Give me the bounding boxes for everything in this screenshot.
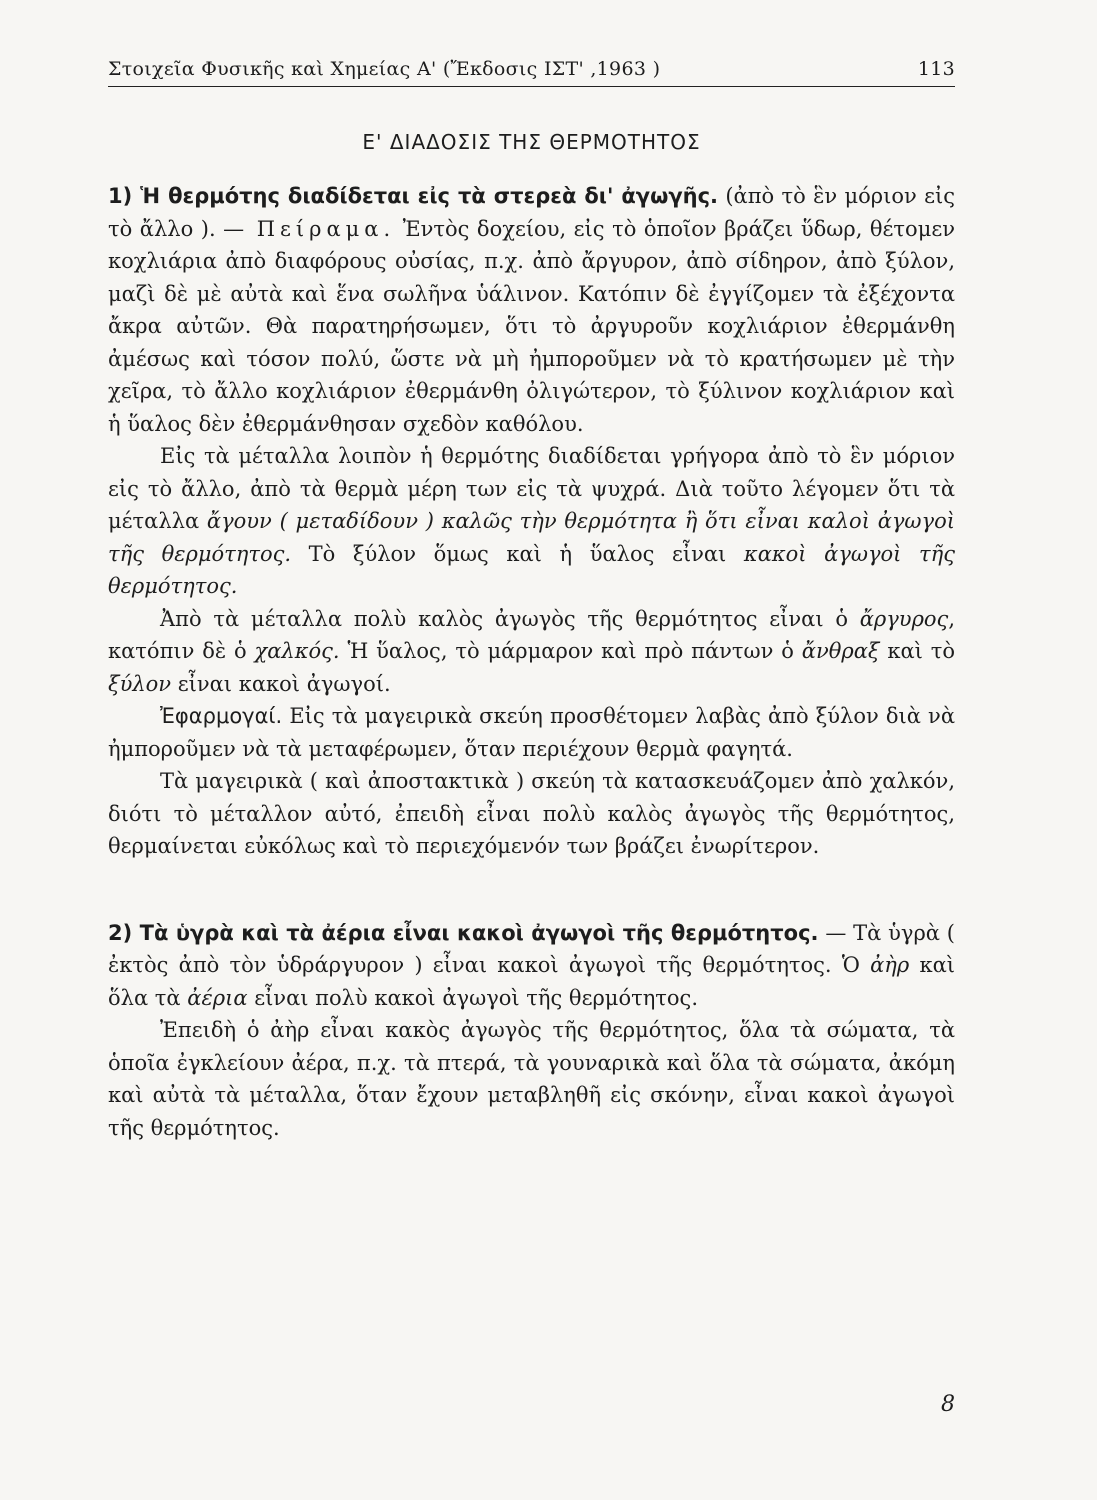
text-run: Ἡ ὕαλος, τὸ μάρμαρον καὶ πρὸ πάντων ὁ: [339, 639, 802, 663]
text-run: — Τὰ ὑγρὰ ( ἐκτὸς ἀπὸ τὸν ὑδράργυρον ) εἶναι κακοὶ ἀγωγοὶ τῆς θερμότητος. Ὁ: [108, 920, 955, 977]
text-run: Τὸ ξύλον ὅμως καὶ ἡ ὕαλος εἶναι: [291, 541, 744, 566]
section2-paragraph2: Ἐπειδὴ ὁ ἀὴρ εἶναι κακὸς ἀγωγὸς τῆς θερμότητος, ὅλα τὰ σώματα, τὰ ὁποῖα ἐγκλείουν ἀέρα, π.χ. τὰ πτερά, τὰ γουναρικὰ καὶ ὅλα τὰ σώματα, ἀκόμη καὶ αὐτὰ τὰ μέταλλα, ὅταν ἔχουν μεταβληθῆ εἰς σκόνην, εἶναι κακοὶ ἀγωγοὶ τῆς θερμότητος.: [108, 1018, 955, 1140]
text-run: εἶναι κακοὶ ἀγωγοί.: [171, 671, 391, 696]
section1-intro: (ἀπὸ τὸ ἓν μόριον εἰς τὸ ἄλλο ). —: [108, 184, 955, 241]
signature-mark: 8: [941, 1392, 955, 1417]
text-run: καὶ τὸ: [879, 639, 955, 663]
chapter-title: Ε' ΔΙΑΔΟΣΙΣ ΤΗΣ ΘΕΡΜΟΤΗΤΟΣ: [362, 130, 701, 154]
text-run: , κατόπιν δὲ ὁ: [108, 606, 955, 663]
emphasis-run: ἄνθραξ: [801, 639, 880, 663]
experiment-text: Ἐντὸς δοχείου, εἰς τὸ ὁποῖον βράζει ὕδωρ, θέτομεν κοχλιάρια ἀπὸ διαφόρους οὐσίας, π.χ. ἀπὸ ἄργυρον, ἀπὸ σίδηρον, ἀπὸ ξύλον, μαζὶ δὲ μὲ αὐτὰ καὶ ἕνα σωλῆνα ὑάλινον. Κατόπιν δὲ ἐγγίζομεν τὰ ἐξέχοντα ἄκρα αὐτῶν. Θὰ παρατηρήσωμεν, ὅτι τὸ ἀργυροῦν κοχλιάριον ἐθερμάνθη ἀμέσως καὶ τόσον πολύ, ὥστε νὰ μὴ ἠμποροῦμεν νὰ τὸ κρατήσωμεν μὲ τὴν χεῖρα, τὸ ἄλλο κοχλιάριον ἐθερμάνθη ὀλιγώτερον, τὸ ξύλινον κοχλιάριον καὶ ἡ ὕαλος δὲν ἐθερμάνθησαν σχεδὸν καθόλου.: [108, 216, 955, 436]
emphasis-run: ἄγουν ( μεταδίδουν ) καλῶς τὴν θερμότητα ἢ ὅτι εἶναι καλοὶ ἀγωγοὶ τῆς θερμότητος.: [108, 509, 955, 566]
applications-label: Ἐφαρμογαί.: [160, 704, 283, 728]
running-title: Στοιχεῖα Φυσικῆς καὶ Χημείας Α' (Ἔκδοσις ΙΣΤ' ,1963 ): [108, 58, 661, 80]
text-run: καὶ ὅλα τὰ: [108, 953, 955, 1010]
text-run: Εἰς τὰ μέταλλα λοιπὸν ἡ θερμότης διαδίδεται γρήγορα ἀπὸ τὸ ἓν μόριον εἰς τὸ ἄλλο, ἀπὸ τὰ θερμὰ μέρη των εἰς τὰ ψυχρά. Διὰ τοῦτο λέγομεν ὅτι τὰ μέταλλα: [108, 444, 955, 533]
section1-paragraph1: [108, 180, 955, 440]
section2-paragraph1: [108, 917, 955, 1015]
emphasis-run: ἄργυρος: [859, 606, 949, 631]
applications-text: Εἰς τὰ μαγειρικὰ σκεύη προσθέτομεν λαβὰς ἀπὸ ξύλον διὰ νὰ ἠμποροῦμεν νὰ τὰ μεταφέρωμεν, ὅταν περιέχουν θερμὰ φαγητά.: [108, 704, 955, 761]
emphasis-run: κακοὶ ἀγωγοὶ τῆς θερμότητος.: [108, 541, 955, 598]
section1-paragraph5: Τὰ μαγειρικὰ ( καὶ ἀποστακτικὰ ) σκεύη τὰ κατασκευάζομεν ἀπὸ χαλκόν, διότι τὸ μέταλλον αὐτό, ἐπειδὴ εἶναι πολὺ καλὸς ἀγωγὸς τῆς θερμότητος, θερμαίνεται εὐκόλως καὶ τὸ περιεχόμενόν των βράζει ἐνωρίτερον.: [108, 769, 955, 858]
applications-paragraph: [108, 700, 955, 765]
section-gap: [108, 863, 955, 917]
emphasis-run: χαλκός.: [254, 639, 340, 663]
section1-paragraph2: [108, 440, 955, 603]
emphasis-run: ἀέρια: [187, 985, 248, 1010]
section1-paragraph3: [108, 603, 955, 701]
text-run: εἶναι πολὺ κακοὶ ἀγωγοὶ τῆς θερμότητος.: [247, 985, 698, 1010]
text-run: Ἀπὸ τὰ μέταλλα πολὺ καλὸς ἀγωγὸς τῆς θερμότητος εἶναι ὁ: [160, 606, 860, 631]
running-header: [108, 58, 955, 87]
experiment-label: Πείραμα.: [244, 216, 396, 241]
section1-heading: 1) Ἡ θερμότης διαδίδεται εἰς τὰ στερεὰ δι' ἀγωγῆς.: [108, 184, 719, 208]
page-number: 113: [917, 58, 955, 80]
page-body: [108, 180, 955, 1144]
emphasis-run: ἀὴρ: [870, 953, 910, 977]
emphasis-run: ξύλον: [108, 671, 172, 696]
section2-heading: 2) Τὰ ὑγρὰ καὶ τὰ ἀέρια εἶναι κακοὶ ἀγωγοὶ τῆς θερμότητος.: [108, 920, 819, 945]
